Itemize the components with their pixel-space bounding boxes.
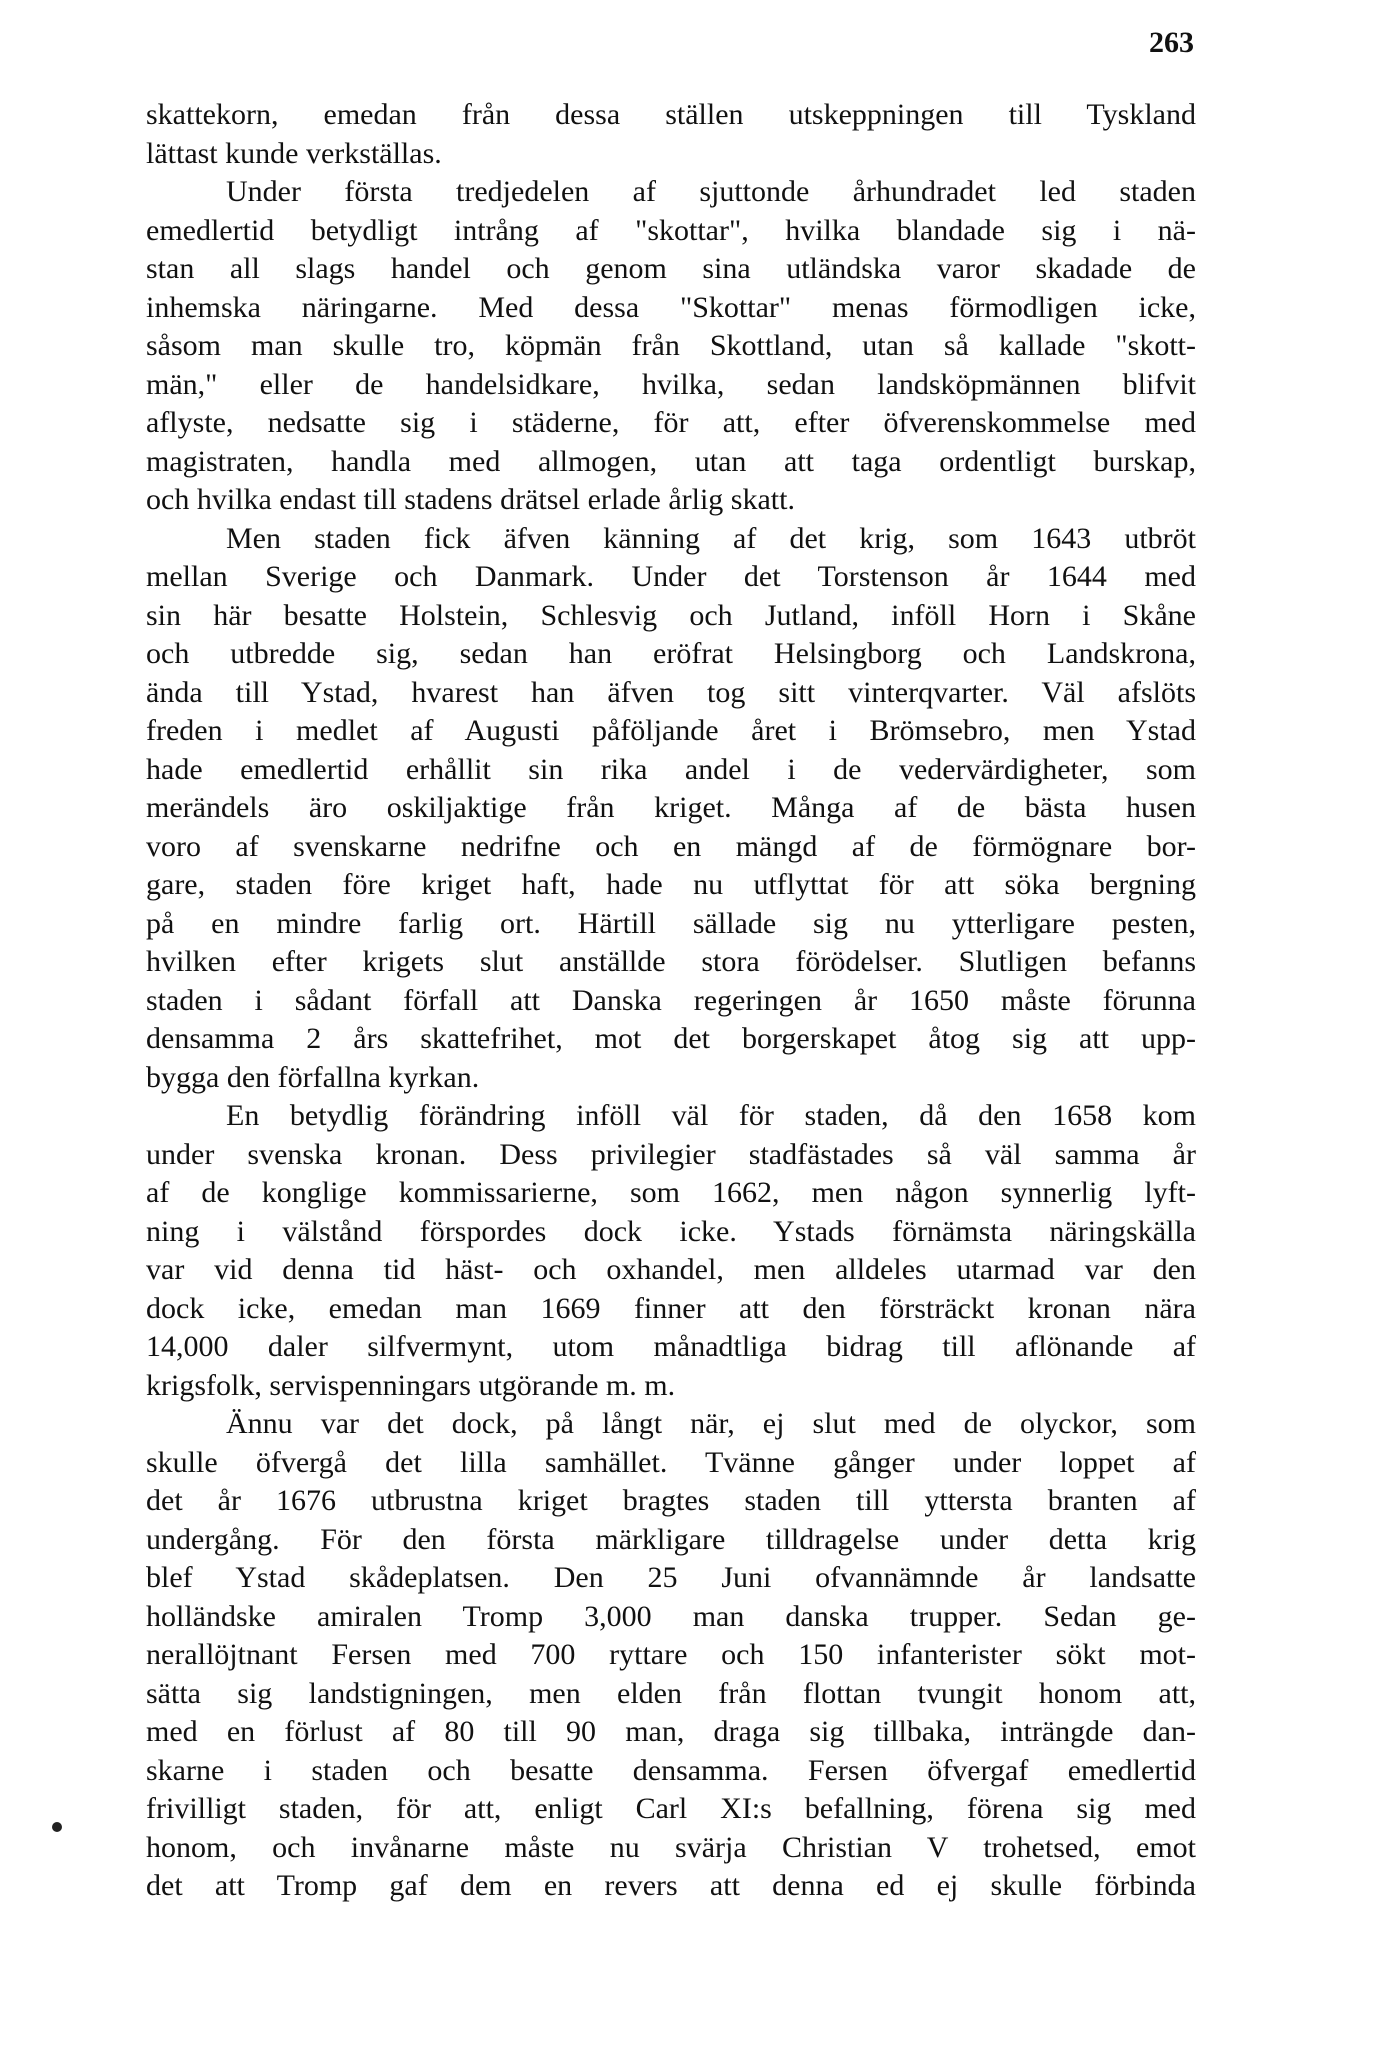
text-line: det att Tromp gaf dem en revers att denna ed ej skulle förbinda	[146, 1869, 1196, 1902]
text-line: hade emedlertid erhållit sin rika andel i de vedervärdigheter, som	[146, 752, 1196, 786]
text-line: under svenska kronan. Dess privilegier stadfästades så väl samma år	[146, 1137, 1196, 1171]
text-line: gare, staden före kriget haft, hade nu utflyttat för att söka bergning	[146, 868, 1196, 901]
text-line: ning i välstånd förspordes dock icke. Ystads förnämsta näringskälla	[146, 1214, 1196, 1248]
text-line: och hvilka endast till stadens drätsel erlade årlig skatt.	[146, 483, 795, 516]
text-line: Ännu var det dock, på långt när, ej slut med de olyckor, som	[226, 1407, 1196, 1440]
text-line: stan all slags handel och genom sina utländska varor skadade de	[146, 252, 1196, 285]
page-number: 263	[1149, 26, 1194, 59]
text-line: skarne i staden och besatte densamma. Fersen öfvergaf emedlertid	[146, 1753, 1196, 1787]
text-line: voro af svenskarne nedrifne och en mängd af de förmögnare bor-	[146, 829, 1196, 863]
text-line: Men staden fick äfven känning af det krig, som 1643 utbröt	[226, 521, 1196, 555]
text-line: honom, och invånarne måste nu svärja Christian V trohetsed, emot	[146, 1830, 1196, 1864]
text-line: mellan Sverige och Danmark. Under det Torstenson år 1644 med	[146, 560, 1196, 593]
text-line: 14,000 daler silfvermynt, utom månadtliga bidrag till aflönande af	[146, 1330, 1196, 1363]
text-line: En betydlig förändring inföll väl för staden, då den 1658 kom	[226, 1099, 1196, 1132]
text-line: aflyste, nedsatte sig i städerne, för att, efter öfverenskommelse med	[146, 406, 1196, 439]
text-line: såsom man skulle tro, köpmän från Skottland, utan så kallade "skott-	[146, 329, 1196, 362]
text-line: af de konglige kommissarierne, som 1662, men någon synnerlig lyft-	[146, 1176, 1196, 1209]
text-line: staden i sådant förfall att Danska regeringen år 1650 måste förunna	[146, 983, 1196, 1017]
text-line: dock icke, emedan man 1669 finner att den försträckt kronan nära	[146, 1291, 1196, 1325]
text-line: med en förlust af 80 till 90 man, draga sig tillbaka, inträngde dan-	[146, 1715, 1196, 1748]
text-line: emedlertid betydligt intrång af "skottar", hvilka blandade sig i nä-	[146, 213, 1196, 247]
text-line: och utbredde sig, sedan han eröfrat Helsingborg och Landskrona,	[146, 637, 1196, 670]
margin-dot-mark	[52, 1822, 62, 1832]
text-line: sin här besatte Holstein, Schlesvig och Jutland, inföll Horn i Skåne	[146, 598, 1196, 632]
text-line: ända till Ystad, hvarest han äfven tog sitt vinterqvarter. Väl afslöts	[146, 675, 1196, 709]
text-line: merändels äro oskiljaktige från kriget. Många af de bästa husen	[146, 791, 1196, 824]
text-line: frivilligt staden, för att, enligt Carl XI:s befallning, förena sig med	[146, 1792, 1196, 1825]
text-line: holländske amiralen Tromp 3,000 man danska trupper. Sedan ge-	[146, 1599, 1196, 1633]
text-line: krigsfolk, servispenningars utgörande m. m.	[146, 1368, 676, 1402]
text-line: på en mindre farlig ort. Härtill sällade sig nu ytterligare pesten,	[146, 906, 1196, 940]
text-line: undergång. För den första märkligare tilldragelse under detta krig	[146, 1522, 1196, 1556]
text-line: lättast kunde verkställas.	[146, 136, 442, 170]
text-line: Under första tredjedelen af sjuttonde århundradet led staden	[226, 175, 1196, 208]
text-line: blef Ystad skådeplatsen. Den 25 Juni ofvannämnde år landsatte	[146, 1561, 1196, 1594]
text-line: densamma 2 års skattefrihet, mot det borgerskapet åtog sig att upp-	[146, 1022, 1196, 1055]
text-line: freden i medlet af Augusti påföljande året i Brömsebro, men Ystad	[146, 714, 1196, 747]
text-line: hvilken efter krigets slut anställde stora förödelser. Slutligen befanns	[146, 945, 1196, 978]
text-line: skattekorn, emedan från dessa ställen utskeppningen till Tyskland	[146, 98, 1196, 131]
text-line: inhemska näringarne. Med dessa "Skottar" menas förmodligen icke,	[146, 290, 1196, 324]
body-text	[146, 96, 1196, 1906]
text-line: var vid denna tid häst- och oxhandel, men alldeles utarmad var den	[146, 1253, 1196, 1286]
text-line: män," eller de handelsidkare, hvilka, sedan landsköpmännen blifvit	[146, 367, 1196, 401]
text-line: det år 1676 utbrustna kriget bragtes staden till yttersta branten af	[146, 1484, 1196, 1517]
text-line: magistraten, handla med allmogen, utan att taga ordentligt burskap,	[146, 444, 1196, 478]
text-line: sätta sig landstigningen, men elden från flottan tvungit honom att,	[146, 1676, 1196, 1710]
text-line: bygga den förfallna kyrkan.	[146, 1060, 480, 1094]
text-line: skulle öfvergå det lilla samhället. Tvänne gånger under loppet af	[146, 1445, 1196, 1479]
text-line: nerallöjtnant Fersen med 700 ryttare och 150 infanterister sökt mot-	[146, 1638, 1196, 1671]
